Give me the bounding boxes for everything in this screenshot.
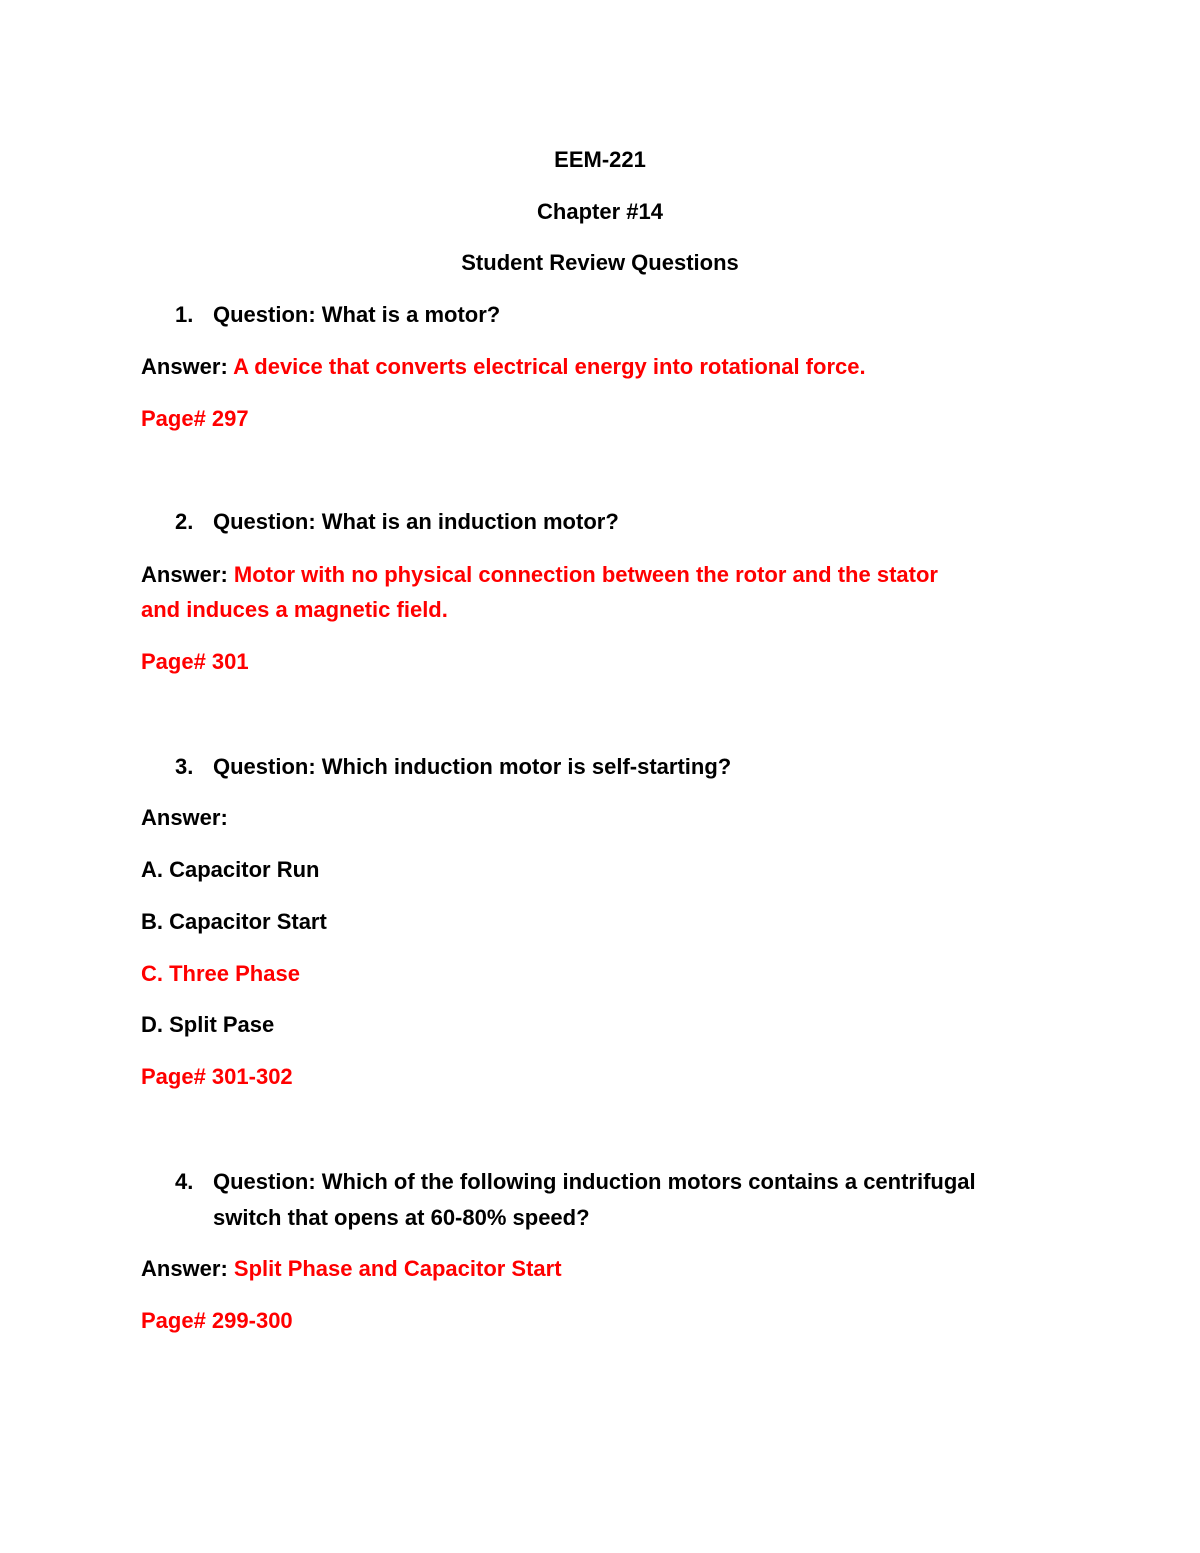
option-c-correct: C. Three Phase: [141, 961, 300, 986]
answer-text-continued: and induces a magnetic field.: [141, 597, 448, 622]
option-b: B. Capacitor Start: [141, 909, 327, 934]
answer-label: Answer:: [141, 562, 228, 587]
course-code: EEM-221: [554, 147, 646, 172]
question-number: 4.: [175, 1169, 194, 1194]
answer-text: Motor with no physical connection between the rotor and the stator: [233, 562, 938, 587]
option-d: D. Split Pase: [141, 1012, 275, 1037]
answer-line: [141, 560, 938, 590]
answer-text: Split Phase and Capacitor Start: [233, 1256, 562, 1281]
question-number: 3.: [175, 754, 194, 779]
page-subtitle: Student Review Questions: [461, 250, 739, 275]
question-number: 1.: [175, 302, 194, 327]
answer-line: [141, 1254, 562, 1284]
answer-line: [141, 352, 866, 382]
answer-label: Answer:: [141, 354, 228, 379]
answer-label: Answer:: [141, 805, 228, 830]
question-number: 2.: [175, 509, 194, 534]
answer-text: A device that converts electrical energy into rotational force.: [233, 354, 866, 379]
chapter-title: Chapter #14: [537, 199, 663, 224]
question-text: Question: What is a motor?: [213, 302, 501, 327]
option-a: A. Capacitor Run: [141, 857, 320, 882]
question-text: Question: Which induction motor is self-starting?: [213, 754, 732, 779]
answer-label: Answer:: [141, 1256, 228, 1281]
page-reference: Page# 299-300: [141, 1308, 293, 1333]
question-text-continued: switch that opens at 60-80% speed?: [213, 1205, 590, 1230]
page-reference: Page# 301-302: [141, 1064, 293, 1089]
question-text: Question: What is an induction motor?: [213, 509, 619, 534]
page-reference: Page# 301: [141, 649, 249, 674]
page-reference: Page# 297: [141, 406, 249, 431]
question-text: Question: Which of the following induction motors contains a centrifugal: [213, 1169, 976, 1194]
